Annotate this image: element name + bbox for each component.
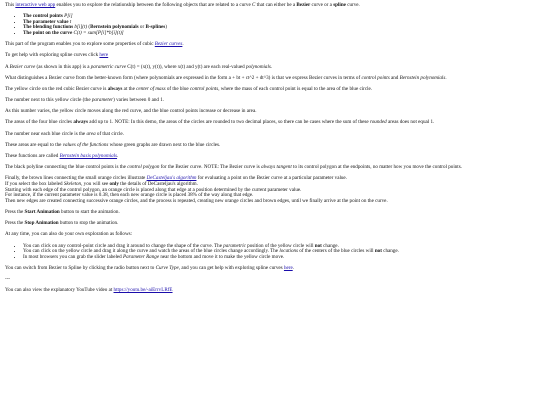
bezier-part-paragraph xyxy=(5,42,536,48)
intro-text: that can either be a xyxy=(255,2,297,8)
intro-text: curve. xyxy=(345,2,360,8)
text: , where the mass of each control point is equal to the area of the blue circle. xyxy=(218,85,373,92)
text: In most browsers you can grab the slider labeled xyxy=(23,253,124,260)
text-italic: values of the functions xyxy=(62,141,109,148)
intro-text: enables you to explore the relationship between the following objects that are related to a curve xyxy=(55,2,252,8)
spline-term: spline xyxy=(333,2,346,8)
object-formula: C(t) = sum[P[i]*b[i](t)] xyxy=(72,29,124,36)
text: What distinguishes a Bezier curve from the better-known form (where polynomials are expressed in the form a + bt + ct^2 + dt^3) is that we express Bezier curves in terms of xyxy=(5,74,362,81)
text: change. xyxy=(321,242,339,249)
polyline-paragraph xyxy=(5,165,536,171)
exploration-list xyxy=(5,244,536,261)
text: of the centers of the blue circles will xyxy=(298,248,375,255)
link-text: DeCasteljau's algorithm xyxy=(146,175,197,182)
text: ) varies between 0 and 1. xyxy=(113,97,165,104)
text: (as shown in this app) is a xyxy=(35,63,91,70)
text: If you select the box labeled xyxy=(5,181,64,187)
text: You can click on the yellow circle and drag it along the curve and watch the areas of the blue circles change accordingly. The xyxy=(23,248,280,255)
areas-paragraph xyxy=(5,120,536,126)
text: . xyxy=(445,74,447,81)
text: . xyxy=(270,63,273,70)
text: areas does not equal 1. xyxy=(386,119,435,126)
text-italic: locations xyxy=(279,248,299,255)
object-label: The control points xyxy=(23,13,63,20)
separator: --- xyxy=(5,276,11,283)
text: and xyxy=(389,74,400,81)
curve-symbol: C xyxy=(251,2,256,8)
anytime-paragraph: At any time, you can also do your own exploration as follows: xyxy=(5,231,133,238)
text-italic: always tangent xyxy=(261,164,292,171)
text-bold: always xyxy=(107,85,123,92)
spline-help-link-2[interactable]: here xyxy=(283,264,293,271)
spline-help-link[interactable]: here xyxy=(99,52,109,59)
start-paragraph xyxy=(5,210,536,216)
text-italic: Parameter Range xyxy=(123,253,160,260)
text: These functions are called xyxy=(5,153,60,160)
brown-line-5: Then new edges are created connecting successive orange circles, and the process is repeated, creating new orange circles and brown edges, until we finally arrive at the point on the curve. xyxy=(5,197,388,204)
text: . xyxy=(182,41,184,48)
objects-list xyxy=(5,14,536,36)
stop-animation-label: Stop Animation xyxy=(24,220,59,227)
text: The yellow circle on the red cubic Bezier curve is xyxy=(5,85,108,92)
switch-paragraph xyxy=(5,266,536,272)
intro-paragraph xyxy=(5,3,536,9)
equal-paragraph xyxy=(5,143,536,149)
text: , and you can get help with exploring spline curves xyxy=(178,264,284,271)
text-italic: polynomials xyxy=(245,63,271,70)
text-italic: parametric curve xyxy=(90,63,126,70)
text-bold: always xyxy=(73,119,89,126)
bezier-curves-link[interactable] xyxy=(155,41,183,47)
number-paragraph xyxy=(5,98,536,104)
text: The number next to this yellow circle (the xyxy=(5,97,92,104)
link-text: Bezier curves xyxy=(154,41,183,48)
stop-paragraph xyxy=(5,221,536,227)
text: of the blue xyxy=(165,85,190,92)
intro-text: This xyxy=(5,2,16,8)
brown-line-3: Starting with each edge of the control polygon, an orange circle is placed along that edge at a position determined by the current parameter value. xyxy=(5,186,302,193)
text: button to stop the animation. xyxy=(58,220,119,227)
text: Press the xyxy=(5,220,25,227)
bezier-term: Bezier xyxy=(296,2,311,8)
object-label: The point on the curve xyxy=(23,29,73,36)
text: button to start the animation. xyxy=(59,208,120,215)
youtube-link[interactable]: https://youtu.be/-aiErrvLRfE xyxy=(113,287,173,294)
intro-text: curve or a xyxy=(310,2,334,8)
text: Press the xyxy=(5,208,25,215)
text: for the Bezier curve. NOTE: The Bezier curve is xyxy=(159,164,262,171)
object-term: B-splines xyxy=(145,24,166,31)
object-formula: t xyxy=(68,18,72,25)
text: The black polyline connecting the blue control points is the xyxy=(5,164,128,171)
text: You can click on any control-point circle and drag it around to change the shape of the curve. The xyxy=(23,242,224,249)
text-italic: control points xyxy=(189,85,219,92)
start-animation-label: Start Animation xyxy=(24,208,60,215)
interactive-web-app-link[interactable]: interactive web app xyxy=(15,2,56,8)
list-item xyxy=(23,31,536,37)
parametric-paragraph xyxy=(5,65,536,71)
text: You can switch from Bezier to Spline by clicking the radio button next to xyxy=(5,264,156,271)
text-italic: parametric xyxy=(223,242,246,249)
text: whose green graphs are drawn next to the blue circles. xyxy=(108,141,221,148)
spline-help-paragraph xyxy=(5,53,536,59)
text: A xyxy=(5,63,10,70)
text-bold: not xyxy=(314,242,322,249)
object-text: or xyxy=(138,24,146,31)
near-paragraph xyxy=(5,132,536,138)
youtube-paragraph xyxy=(5,288,536,294)
distinguish-paragraph xyxy=(5,76,536,82)
list-item xyxy=(23,255,536,261)
text: . xyxy=(117,153,119,160)
text-italic: control points xyxy=(361,74,390,81)
text-bold: only xyxy=(109,181,119,187)
varies-paragraph: As this number varies, the yellow circle moves along the red curve, and the blue control points increase or decrease in area. xyxy=(5,108,257,115)
text: . xyxy=(292,264,294,271)
text: These areas are equal to the xyxy=(5,141,63,148)
yellow-circle-paragraph xyxy=(5,87,536,93)
text: at the xyxy=(122,85,137,92)
brown-line-4: For instance, if the current parameter value is 0.38, then each new orange circle is placed 38% of the way along that edge. xyxy=(5,192,254,199)
text: C(t) = (x(t), y(t)), where x(t) and y(t) are each real-valued xyxy=(125,63,246,70)
text: change. xyxy=(381,248,399,255)
text: The number near each blue circle is the xyxy=(5,130,87,137)
text-italic: Bernstein polynomials xyxy=(399,74,446,81)
text: , you will see xyxy=(81,181,110,187)
text-italic: Skeleton xyxy=(63,181,82,187)
text: of that circle. xyxy=(95,130,124,137)
text: Finally, the brown lines connecting the small orange circles illustrate xyxy=(5,175,147,182)
object-label: The parameter value xyxy=(23,18,69,25)
text: This part of the program enables you to explore some properties of cubic xyxy=(5,41,155,48)
text: The areas of the four blue circles xyxy=(5,119,74,126)
text-italic: Curve Type xyxy=(155,264,179,271)
object-formula: b[i](t) xyxy=(73,24,88,31)
text-italic: rounded xyxy=(369,119,387,126)
text: near the bottom and move it to make the yellow circle move. xyxy=(159,253,285,260)
text: add up to 1. NOTE: In this demo, the areas of the circles are rounded to two decimal places, so there can be cases where the sum of these xyxy=(88,119,370,126)
text: To get help with exploring spline curves click xyxy=(5,52,100,59)
text-italic: center of mass xyxy=(136,85,166,92)
bernstein-polynomials-link[interactable] xyxy=(60,153,117,159)
link-text: Bernstein basis polynomials xyxy=(59,153,118,160)
object-formula: P[i] xyxy=(62,13,73,20)
text: the details of DeCasteljau's algorithm. xyxy=(118,181,198,187)
text-bold: not xyxy=(374,248,382,255)
text: position of the yellow circle will xyxy=(245,242,315,249)
text-italic: Bezier curve xyxy=(9,63,36,70)
brown-lines-block xyxy=(5,176,536,204)
object-text: ) xyxy=(165,24,167,31)
object-label: The blending functions xyxy=(23,24,74,31)
text-italic: parameter xyxy=(91,97,114,104)
object-text: ( xyxy=(87,24,91,31)
text-italic: control polygon xyxy=(127,164,160,171)
object-term: Bernstein polynomials xyxy=(90,24,139,31)
called-paragraph xyxy=(5,154,536,160)
text: You can also view the explanatory YouTube video at xyxy=(5,287,114,294)
text-italic: area xyxy=(86,130,96,137)
text: for evaluating a point on the Bezier curve at a particular parameter value. xyxy=(196,175,347,182)
text: to its control polygon at the endpoints, no matter how you move the control points. xyxy=(291,164,462,171)
